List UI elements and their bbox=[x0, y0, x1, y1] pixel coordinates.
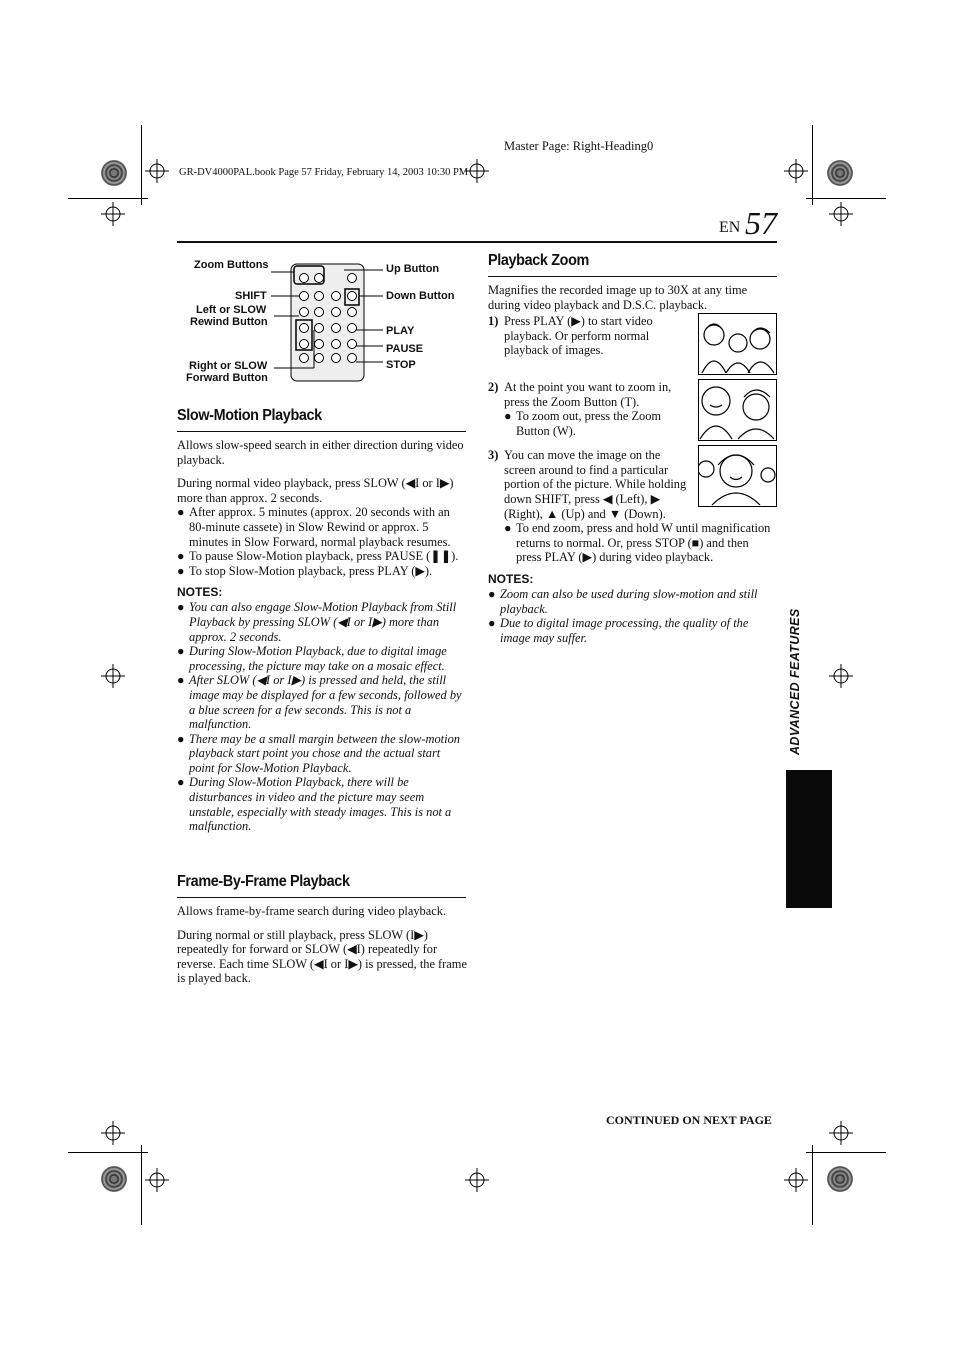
zoom-buttons-label: Zoom Buttons bbox=[194, 259, 269, 271]
bullet-icon: ● bbox=[177, 549, 185, 564]
remote-diagram bbox=[176, 258, 476, 388]
slow-intro: Allows slow-speed search in either direction during video playback. bbox=[177, 438, 464, 467]
section-rule bbox=[177, 431, 466, 432]
left-slow-label: Left or SLOW bbox=[196, 304, 267, 316]
rewind-button-label: Rewind Button bbox=[190, 316, 268, 328]
bullet-icon: ● bbox=[177, 673, 185, 688]
frame-paragraph: During normal or still playback, press SLOW (I▶) repeatedly for forward or SLOW (◀I) repeatedly for reverse. Each time SLOW (◀I or I▶) is pressed, the frame is played back. bbox=[177, 927, 467, 986]
up-button-label: Up Button bbox=[386, 263, 440, 275]
bullet-icon: ● bbox=[504, 409, 512, 424]
notes-heading: NOTES: bbox=[488, 571, 534, 586]
bullet-icon: ● bbox=[177, 644, 185, 659]
section-rule bbox=[488, 276, 777, 277]
note-item: ● During Slow-Motion Playback, there will be disturbances in video and the picture may seem unstable, especially with steady images. This is not a malfunction. bbox=[177, 775, 452, 834]
bullet-icon: ● bbox=[488, 586, 496, 601]
forward-button-label: Forward Button bbox=[186, 372, 268, 384]
zoom-heading: Playback Zoom bbox=[488, 252, 589, 269]
frame-by-frame-section bbox=[177, 873, 467, 986]
side-label-container bbox=[783, 608, 805, 760]
bullet-icon: ● bbox=[177, 775, 185, 790]
zoom-illustration-2 bbox=[698, 379, 777, 441]
master-page-label: Master Page: Right-Heading0 bbox=[504, 139, 654, 153]
bullet-icon: ● bbox=[488, 616, 496, 631]
bullet-icon: ● bbox=[504, 521, 512, 536]
page-number: 57 bbox=[745, 205, 777, 241]
play-label: PLAY bbox=[386, 325, 415, 337]
slow-paragraph: During normal video playback, press SLOW (◀I or I▶) more than approx. 2 seconds. bbox=[177, 476, 454, 505]
bullet-icon: ● bbox=[177, 563, 185, 578]
frame-intro: Allows frame-by-frame search during video playback. bbox=[177, 904, 447, 918]
continued-label: CONTINUED ON NEXT PAGE bbox=[606, 1113, 772, 1127]
shift-label: SHIFT bbox=[235, 290, 267, 302]
zoom-intro: Magnifies the recorded image up to 30X at any time during video playback and D.S.C. playback. bbox=[488, 283, 748, 312]
note-item: ● You can also engage Slow-Motion Playback from Still Playback by pressing SLOW (◀I or I▶) more than approx. 2 seconds. bbox=[177, 600, 457, 644]
frame-heading: Frame-By-Frame Playback bbox=[177, 873, 350, 890]
bullet-icon: ● bbox=[177, 600, 185, 615]
list-item: ● After approx. 5 minutes (approx. 20 seconds with an 80-minute cassete) in Slow Rewind or approx. 5 minutes in Slow Forward, normal playback resumes. bbox=[177, 505, 451, 549]
header-rule bbox=[177, 241, 777, 243]
bullet-icon: ● bbox=[177, 731, 185, 746]
zoom-illustration-3 bbox=[698, 445, 777, 507]
slow-motion-section bbox=[177, 407, 467, 834]
notes-heading: NOTES: bbox=[177, 585, 223, 600]
language-code: EN bbox=[719, 219, 741, 236]
file-info: GR-DV4000PAL.book Page 57 Friday, February 14, 2003 10:30 PM bbox=[179, 167, 469, 178]
side-section-label: ADVANCED FEATURES bbox=[788, 608, 802, 755]
step-3: 3) You can move the image on the screen around to find a particular portion of the picture. While holding down SHIFT, press ◀ (Left), ▶ (Right), ▲ (Up) and ▼ (Down). ● To end zoom, press and hold W until magnification returns to normal. Or, press STOP (■) and then press PLAY (▶) during video playback. bbox=[488, 448, 771, 565]
stop-label: STOP bbox=[386, 359, 416, 371]
note-item: ● There may be a small margin between the slow-motion playback start point you chose and the actual start point for Slow-Motion Playback. bbox=[177, 731, 460, 775]
note-item: ● During Slow-Motion Playback, due to digital image processing, the picture may take on a mosaic effect. bbox=[177, 644, 447, 673]
slow-motion-heading: Slow-Motion Playback bbox=[177, 407, 322, 424]
list-item: ● To pause Slow-Motion playback, press PAUSE (❚❚). bbox=[177, 549, 459, 564]
note-item: ● Due to digital image processing, the quality of the image may suffer. bbox=[488, 616, 749, 645]
section-rule bbox=[177, 897, 466, 898]
down-button-label: Down Button bbox=[386, 290, 455, 302]
right-slow-label: Right or SLOW bbox=[189, 360, 268, 372]
note-item: ● After SLOW (◀I or I▶) is pressed and held, the still image may be displayed for a few seconds, followed by a blue screen for a few seconds. This is not a malfunction. bbox=[177, 673, 462, 732]
step-1: 1) Press PLAY (▶) to start video playback. Or perform normal playback of images. bbox=[488, 314, 653, 358]
bullet-icon: ● bbox=[177, 505, 185, 520]
list-item: ● To stop Slow-Motion playback, press PLAY (▶). bbox=[177, 563, 433, 578]
zoom-illustration-1 bbox=[698, 313, 777, 375]
section-tab bbox=[786, 770, 832, 908]
step-2: 2) At the point you want to zoom in, press the Zoom Button (T). ● To zoom out, press the Zoom Button (W). bbox=[488, 380, 672, 438]
pause-label: PAUSE bbox=[386, 343, 424, 355]
note-item: ● Zoom can also be used during slow-motion and still playback. bbox=[488, 586, 758, 616]
